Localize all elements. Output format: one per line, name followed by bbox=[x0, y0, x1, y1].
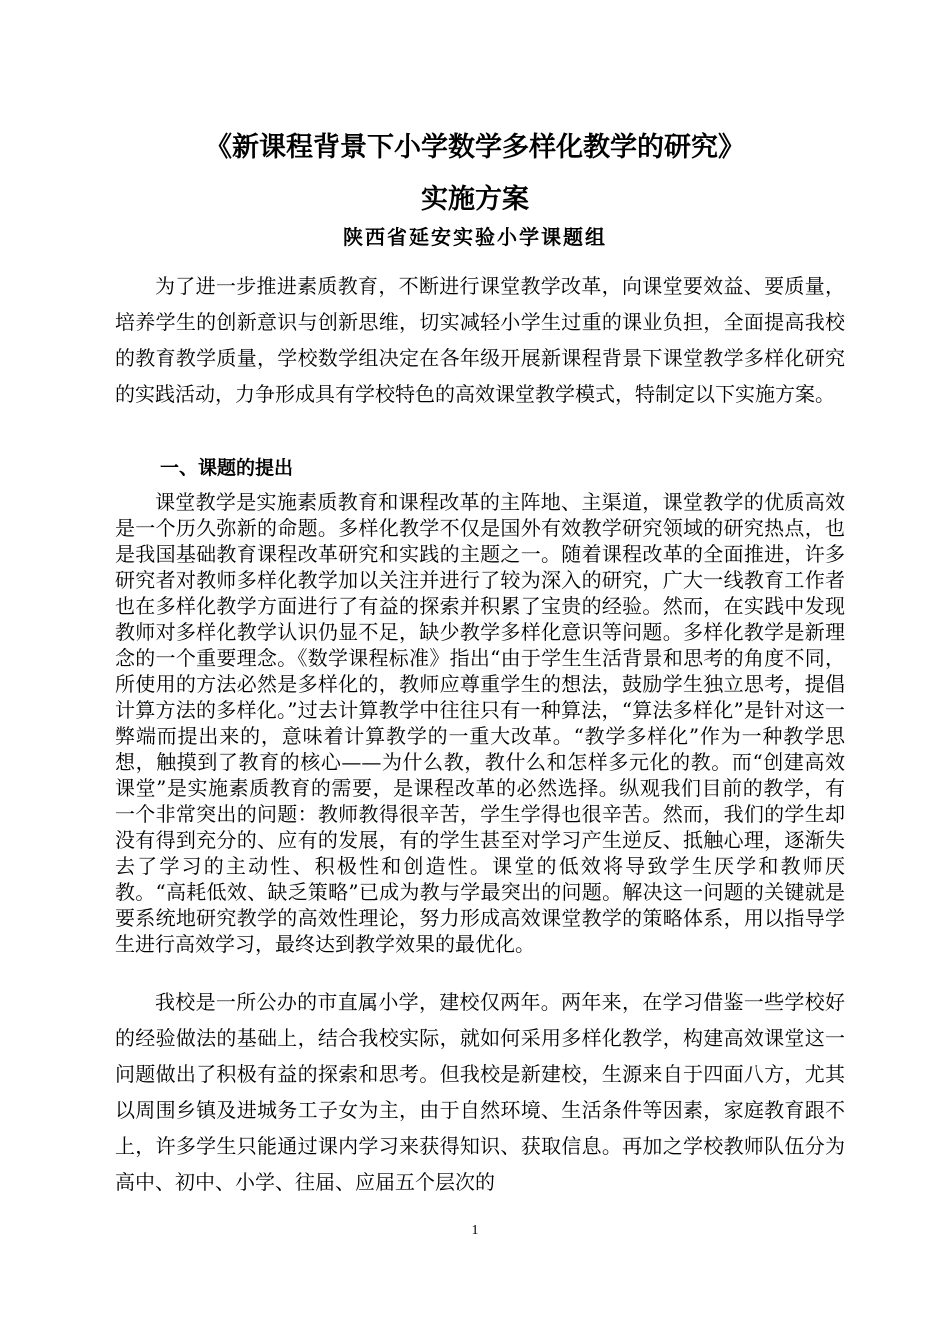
document-subtitle: 实施方案 bbox=[421, 184, 529, 215]
author-line: 陕西省延安实验小学课题组 bbox=[343, 225, 607, 249]
body-paragraph: 课堂教学是实施素质教育和课程改革的主阵地、主渠道，课堂教学的优质高效是一个历久弥新的命题。多样化教学不仅是国外有效教学研究领域的研究热点，也是我国基础教育课程改革研究和实践的主题之一。随着课程改革的全面推进，许多研究者对教师多样化教学加以关注并进行了较为深入的研究，广大一线教育工作者也在多样化教学方面进行了有益的探索并积累了宝贵的经验。然而，在实践中发现教师对多样化教学认识仍显不足，缺少教学多样化意识等问题。多样化教学是新理念的一个重要理念。《数学课程标准》指出“由于学生生活背景和思考的角度不同，所使用的方法必然是多样化的，教师应尊重学生的想法，鼓励学生独立思考，提倡计算方法的多样化。”过去计算教学中往往只有一种算法，“算法多样化”是针对这一弊端而提出来的，意味着计算教学的一重大改革。“教学多样化”作为一种教学思想，触摸到了教育的核心——为什么教，教什么和怎样多元化的教。而“创建高效课堂”是实施素质教育的需要，是课程改革的必然选择。纵观我们目前的教学，有一个非常突出的问题：教师教得很辛苦，学生学得也很辛苦。然而，我们的学生却没有得到充分的、应有的发展，有的学生甚至对学习产生逆反、抵触心理，逐渐失去了学习的主动性、积极性和创造性。课堂的低效将导致学生厌学和教师厌教。“高耗低效、缺乏策略”已成为教与学最突出的问题。解决这一问题的关键就是要系统地研究教学的高效性理论，努力形成高效课堂教学的策略体系，用以指导学生进行高效学习，最终达到教学效果的最优化。 bbox=[115, 490, 845, 956]
page-number: 1 bbox=[471, 1223, 479, 1238]
section-heading: 一、课题的提出 bbox=[160, 457, 294, 479]
document-title: 《新课程背景下小学数学多样化教学的研究》 bbox=[205, 132, 745, 163]
body-paragraph: 我校是一所公办的市直属小学，建校仅两年。两年来，在学习借鉴一些学校好的经验做法的基础上，结合我校实际，就如何采用多样化教学，构建高效课堂这一问题做出了积极有益的探索和思考。但我校是新建校，生源来自于四面八方，尤其以周围乡镇及进城务工子女为主，由于自然环境、生活条件等因素，家庭教育跟不上，许多学生只能通过课内学习来获得知识、获取信息。再加之学校教师队伍分为高中、初中、小学、往届、应届五个层次的 bbox=[115, 990, 845, 1194]
intro-paragraph: 为了进一步推进素质教育，不断进行课堂教学改革，向课堂要效益、要质量，培养学生的创新意识与创新思维，切实减轻小学生过重的课业负担，全面提高我校的教育教学质量，学校数学组决定在各年级开展新课程背景下课堂教学多样化研究的实践活动，力争形成具有学校特色的高效课堂教学模式，特制定以下实施方案。 bbox=[115, 274, 845, 406]
